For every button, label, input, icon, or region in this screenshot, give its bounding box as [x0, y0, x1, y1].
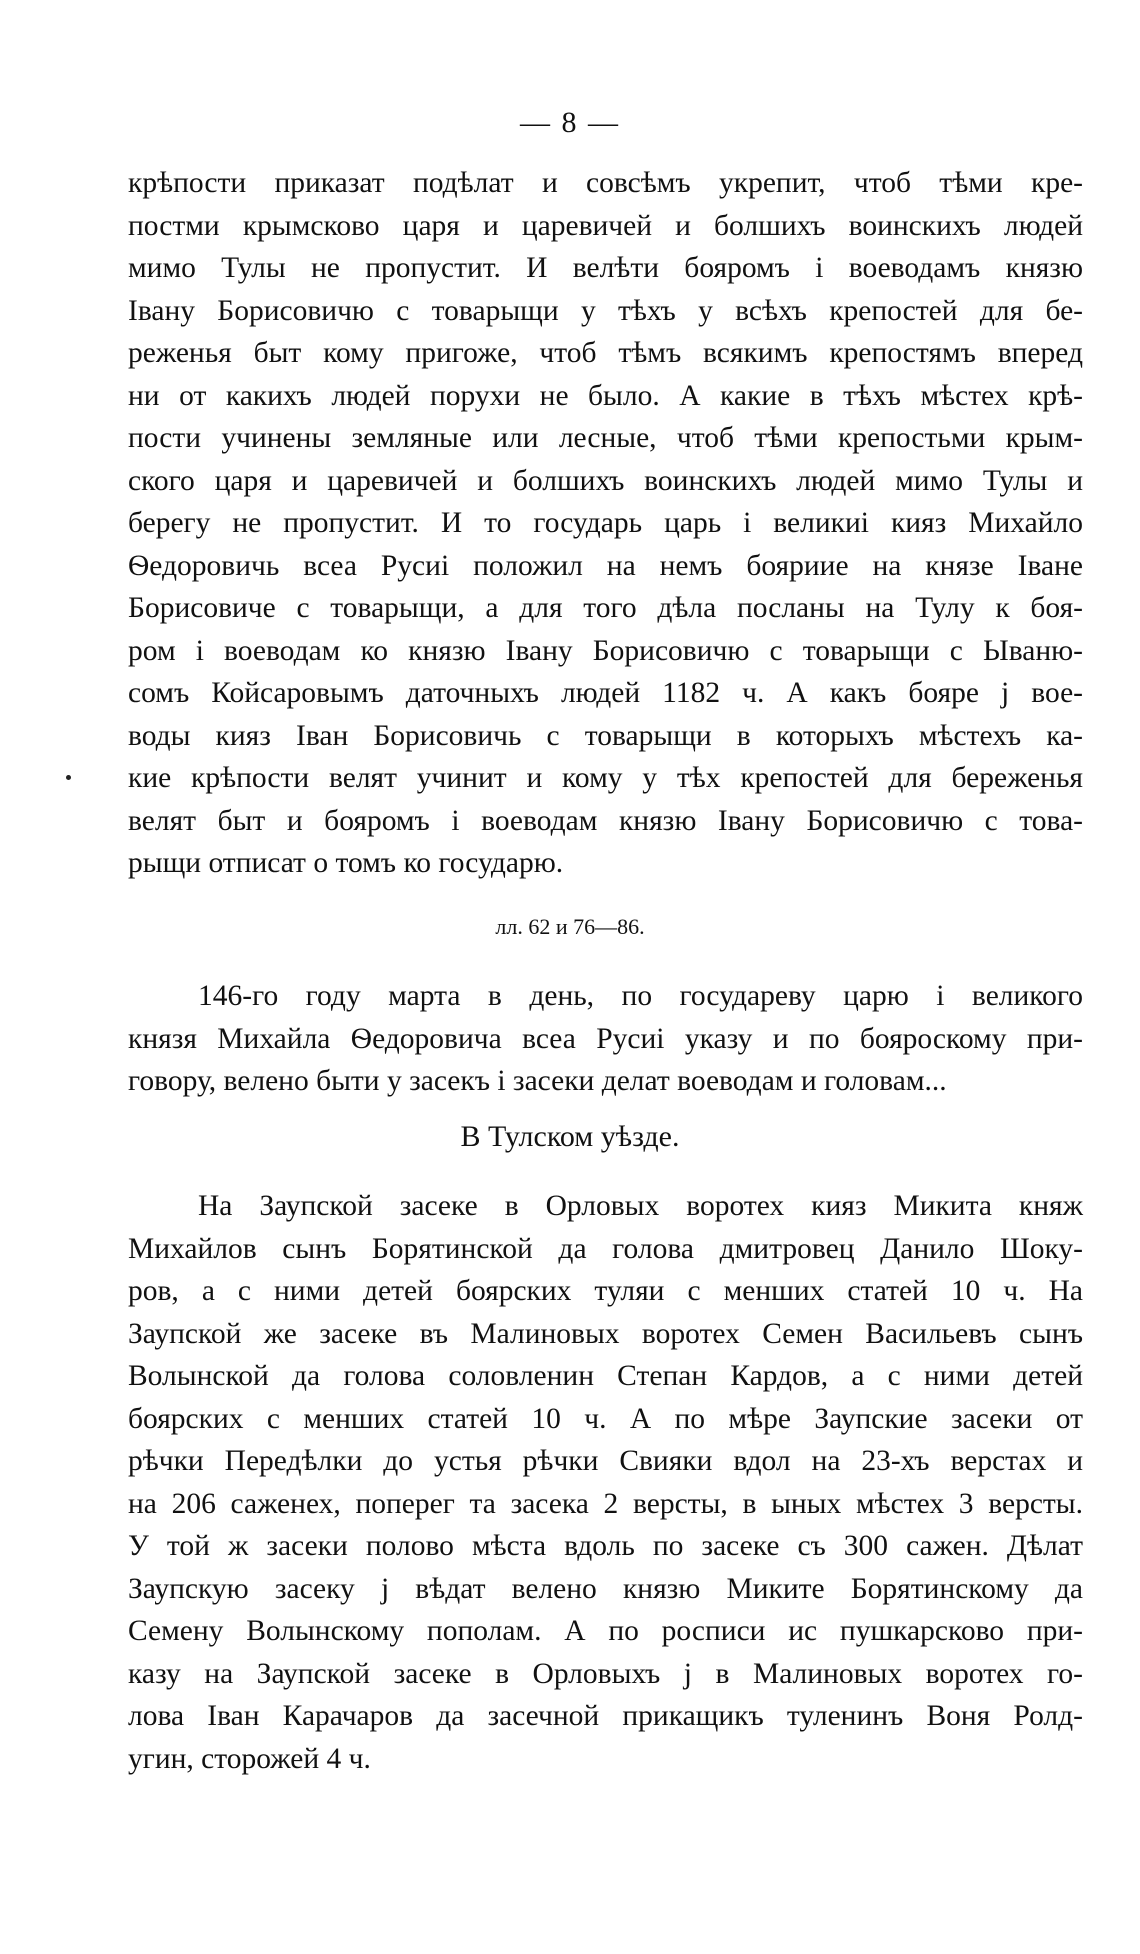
text-line: Заупскую засеку ј вѣдат велено князю Миките Борятинскому да [128, 1572, 1083, 1605]
text-line: ров, а с ними детей боярских туляи с менших статей 10 ч. На [128, 1275, 1083, 1307]
text-line: 146-го году марта в день, по государеву царю і великого [198, 980, 1083, 1012]
text-line: Волынской да голова соловленин Степан Кардов, а с ними детей [128, 1360, 1083, 1392]
text-line: угин, сторожей 4 ч. [128, 1742, 371, 1775]
text-line: ни от какихъ людей порухи не было. А какие в тѣхъ мѣстех крѣ- [128, 379, 1083, 412]
text-line: ского царя и царевичей и болшихъ воинскихъ людей мимо Тулы и [128, 464, 1083, 497]
text-line: казу на Заупской засеке в Орловыхъ ј в Малиновых воротех го- [128, 1657, 1083, 1690]
paragraph-1 [128, 162, 1083, 885]
text-line: боярских с менших статей 10 ч. А по мѣре Заупские засеки от [128, 1402, 1083, 1435]
margin-mark [66, 775, 71, 780]
text-line: сомъ Койсаровымъ даточныхъ людей 1182 ч. А какъ бояре ј вое- [128, 677, 1083, 709]
text-line: Борисовиче с товарыщи, а для того дѣла посланы на Тулу к боя- [128, 592, 1083, 624]
text-line: велят быт и бояромъ і воеводам князю Івану Борисовичю с това- [128, 804, 1083, 837]
text-line: кие крѣпости велят учинит и кому у тѣх крепостей для береженья [128, 762, 1083, 794]
text-line: Семену Волынскому пополам. А по росписи ис пушкарсково при- [128, 1615, 1083, 1647]
text-line: рѣчки Передѣлки до устья рѣчки Свияки вдол на 23-хъ верстах и [128, 1445, 1083, 1477]
text-line: Ѳедоровичь всеа Русиі положил на немъ бояриие на князе Іване [128, 549, 1083, 582]
text-line: говору, велено быти у засекъ і засеки делат воеводам и головам... [128, 1065, 947, 1097]
text-line: воды кияз Іван Борисовичь с товарыщи в которыхъ мѣстехъ ка- [128, 719, 1083, 752]
text-line: Івану Борисовичю с товарыщи у тѣхъ у всѣхъ крепостей для бе- [128, 294, 1083, 327]
text-line: пости учинены земляные или лесные, чтоб тѣми крепостьми крым- [128, 422, 1083, 454]
text-line: Михайлов сынъ Борятинской да голова дмитровец Данило Шоку- [128, 1232, 1083, 1265]
text-line: князя Михайла Ѳедоровича всеа Русиі указу и по бояроскому при- [128, 1022, 1083, 1055]
page-number: — 8 — [520, 106, 620, 139]
paragraph-2 [128, 975, 1083, 1103]
paragraph-3 [128, 1185, 1083, 1780]
text-line: рыщи отписат о томъ ко государю. [128, 847, 564, 879]
text-line: мимо Тулы не пропустит. И велѣти бояромъ і воеводамъ князю [128, 252, 1083, 284]
text-line: крѣпости приказат подѣлат и совсѣмъ укрепит, чтоб тѣми кре- [128, 167, 1083, 199]
section-heading: В Тулском уѣзде. [460, 1120, 680, 1153]
text-line: ром і воеводам ко князю Івану Борисовичю с товарыщи с Ываню- [128, 634, 1083, 667]
text-line: На Заупской засеке в Орловых воротех кияз Микита княж [198, 1190, 1083, 1222]
text-line: берегу не пропустит. И то государь царь і великиі кияз Михайло [128, 507, 1083, 539]
text-line: У той ж засеки полово мѣста вдоль по засеке съ 300 сажен. Дѣлат [128, 1530, 1083, 1562]
text-line: постми крымсково царя и царевичей и болшихъ воинскихъ людей [128, 209, 1083, 242]
text-line: лова Іван Карачаров да засечной прикащикъ туленинъ Воня Ролд- [128, 1700, 1083, 1732]
text-line: на 206 саженех, поперег та засека 2 версты, в ыных мѣстех 3 версты. [128, 1487, 1083, 1520]
text-line: реженья быт кому пригоже, чтоб тѣмъ всякимъ крепостямъ вперед [128, 337, 1083, 369]
text-line: Заупской же засеке въ Малиновых воротех Семен Васильевъ сынъ [128, 1317, 1083, 1350]
archive-reference: лл. 62 и 76—86. [495, 914, 645, 939]
